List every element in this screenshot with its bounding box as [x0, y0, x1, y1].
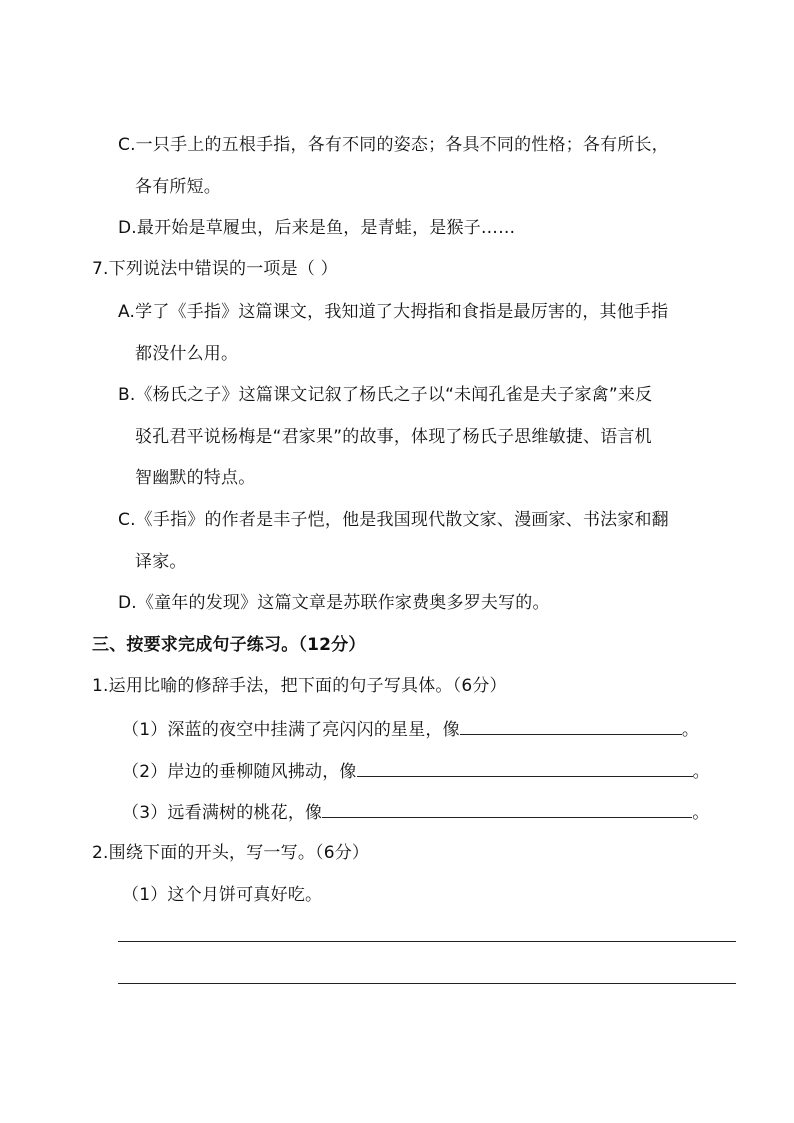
s3-q2-stem: 2.围绕下面的开头，写一写。（6分） — [92, 843, 370, 863]
q6-option-c-line1: C.一只手上的五根手指，各有不同的姿态；各具不同的性格；各有所长， — [118, 135, 669, 155]
s3-q1-item-1 — [122, 717, 699, 741]
q7-option-d: D.《童年的发现》这篇文章是苏联作家费奥多罗夫写的。 — [118, 593, 550, 613]
writing-line-2[interactable] — [118, 983, 736, 984]
q7-stem: 7.下列说法中错误的一项是（ ） — [92, 259, 338, 279]
section3-heading: 三、按要求完成句子练习。（12分） — [92, 635, 366, 655]
q7-option-a-line1: A.学了《手指》这篇课文，我知道了大拇指和食指是最厉害的，其他手指 — [118, 302, 669, 322]
q6-option-d: D.最开始是草履虫，后来是鱼，是青蛙，是猴子…… — [118, 218, 516, 238]
s3-q2-item-1: （1）这个月饼可真好吃。 — [122, 885, 323, 905]
s3-q1-stem: 1.运用比喻的修辞手法，把下面的句子写具体。（6分） — [92, 676, 507, 696]
s3-q1-item-2 — [122, 759, 710, 783]
answer-blank-2[interactable] — [357, 759, 693, 777]
s3-q1-item-2-end: 。 — [692, 762, 710, 782]
s3-q1-item-3-text: （3）远看满树的桃花，像 — [122, 803, 323, 823]
answer-blank-3[interactable] — [322, 800, 692, 818]
q7-option-b-line3: 智幽默的特点。 — [135, 468, 256, 488]
q7-option-b-line2: 驳孔君平说杨梅是“君家果”的故事，体现了杨氏子思维敏捷、语言机 — [135, 427, 652, 447]
answer-blank-1[interactable] — [460, 717, 682, 735]
s3-q1-item-3-end: 。 — [692, 803, 710, 823]
s3-q1-item-3 — [122, 800, 709, 824]
q6-option-c-line2: 各有所短。 — [135, 177, 221, 197]
writing-line-1[interactable] — [118, 941, 736, 942]
q7-option-b-line1: B.《杨氏之子》这篇课文记叙了杨氏之子以“未闻孔雀是夫子家禽”来反 — [118, 385, 653, 405]
s3-q1-item-1-end: 。 — [681, 720, 700, 740]
q7-option-a-line2: 都没什么用。 — [135, 344, 239, 364]
s3-q1-item-1-text: （1）深蓝的夜空中挂满了亮闪闪的星星，像 — [122, 720, 460, 740]
q7-option-c-line1: C.《手指》的作者是丰子恺，他是我国现代散文家、漫画家、书法家和翻 — [118, 510, 669, 530]
s3-q1-item-2-text: （2）岸边的垂柳随风拂动，像 — [122, 762, 357, 782]
q7-option-c-line2: 译家。 — [135, 552, 187, 572]
